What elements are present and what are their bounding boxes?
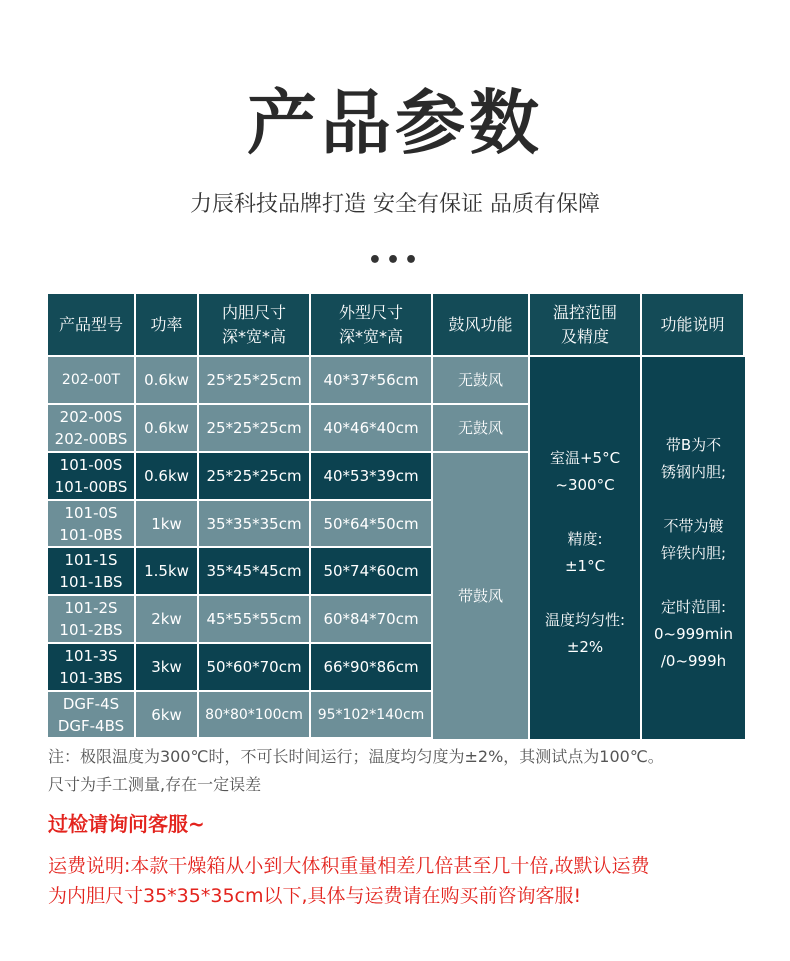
header-outer: 外型尺寸 深*宽*高 [311, 294, 431, 355]
row-4-outer: 50*64*50cm [311, 501, 431, 546]
row-2-model: 202-00S 202-00BS [48, 405, 134, 451]
row-1-inner: 25*25*25cm [199, 357, 309, 403]
fan-cell-row-2: 无鼓风 [433, 405, 528, 451]
row-4-model: 101-0S 101-0BS [48, 501, 134, 546]
row-7-power: 3kw [136, 644, 197, 690]
row-2-power: 0.6kw [136, 405, 197, 451]
fan-cell-merged: 带鼓风 [433, 453, 528, 739]
header-model: 产品型号 [48, 294, 134, 355]
function-desc-cell: 带B为不 锈钢内胆; 不带为镀 锌铁内胆; 定时范围: 0~999min /0~999h [642, 357, 745, 739]
fan-cell-row-1: 无鼓风 [433, 357, 528, 403]
page-subtitle: 力辰科技品牌打造 安全有保证 品质有保障 [190, 192, 600, 217]
row-8-outer: 95*102*140cm [311, 692, 431, 737]
row-1-power: 0.6kw [136, 357, 197, 403]
row-6-inner: 45*55*55cm [199, 596, 309, 642]
row-8-model: DGF-4S DGF-4BS [48, 692, 134, 737]
header-temp: 温控范围 及精度 [530, 294, 640, 355]
shipping-note-line-1: 运费说明:本款干燥箱从小到大体积重量相差几倍甚至几十倍,故默认运费 [48, 855, 650, 877]
header-func: 功能说明 [642, 294, 743, 355]
row-5-outer: 50*74*60cm [311, 548, 431, 594]
note-line-1: 注：极限温度为300℃时，不可长时间运行；温度均匀度为±2%，其测试点为100℃。 [48, 747, 664, 766]
note-line-2: 尺寸为手工测量,存在一定误差 [48, 775, 262, 794]
header-power: 功率 [136, 294, 197, 355]
shipping-note-line-2: 为内胆尺寸35*35*35cm以下,具体与运费请在购买前咨询客服! [48, 885, 582, 907]
decorative-dots: ••• [367, 248, 423, 273]
row-4-inner: 35*35*35cm [199, 501, 309, 546]
row-7-outer: 66*90*86cm [311, 644, 431, 690]
row-3-power: 0.6kw [136, 453, 197, 499]
row-8-inner: 80*80*100cm [199, 692, 309, 737]
row-1-outer: 40*37*56cm [311, 357, 431, 403]
temp-range-cell: 室温+5°C ~300°C 精度: ±1°C 温度均匀性: ±2% [530, 357, 640, 739]
row-8-power: 6kw [136, 692, 197, 737]
row-6-outer: 60*84*70cm [311, 596, 431, 642]
header-inner: 内胆尺寸 深*宽*高 [199, 294, 309, 355]
row-6-model: 101-2S 101-2BS [48, 596, 134, 642]
row-6-power: 2kw [136, 596, 197, 642]
row-2-outer: 40*46*40cm [311, 405, 431, 451]
inspection-notice: 过检请询问客服~ [48, 812, 205, 836]
row-5-inner: 35*45*45cm [199, 548, 309, 594]
row-7-model: 101-3S 101-3BS [48, 644, 134, 690]
row-1-model: 202-00T [48, 357, 134, 403]
row-5-model: 101-1S 101-1BS [48, 548, 134, 594]
row-2-inner: 25*25*25cm [199, 405, 309, 451]
row-7-inner: 50*60*70cm [199, 644, 309, 690]
row-3-outer: 40*53*39cm [311, 453, 431, 499]
row-3-inner: 25*25*25cm [199, 453, 309, 499]
row-4-power: 1kw [136, 501, 197, 546]
row-5-power: 1.5kw [136, 548, 197, 594]
page-title: 产品参数 [247, 82, 543, 164]
row-3-model: 101-00S 101-00BS [48, 453, 134, 499]
header-fan: 鼓风功能 [433, 294, 528, 355]
